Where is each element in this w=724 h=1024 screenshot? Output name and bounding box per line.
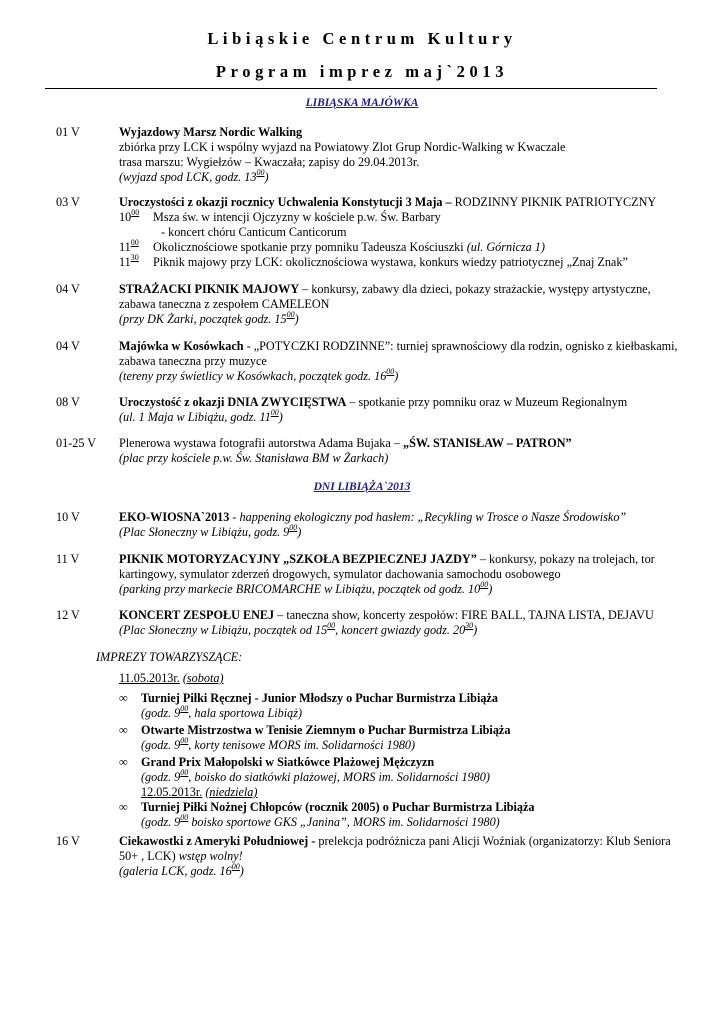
- event-date: 04 V: [56, 339, 80, 353]
- side-event-title: Otwarte Mistrzostwa w Tenisie Ziemnym o Puchar Burmistrza Libiąża: [141, 723, 511, 737]
- event-title: Ciekawostki z Ameryki Południowej -: [119, 834, 316, 848]
- event-location-note: (galeria LCK, godz. $16^{00}$): [119, 862, 244, 878]
- event-title: PIKNIK MOTORYZACYJNY „SZKOŁA BEZPIECZNEJ JAZDY”: [119, 552, 477, 566]
- event-title: Uroczystości z okazji rocznicy Uchwalenia Konstytucji 3 Maja –: [119, 195, 452, 209]
- schedule-item: $10^{00}$ Msza św. w intencji Ojczyzny w kościele p.w. Św. Barbary: [119, 208, 441, 224]
- infinity-bullet-icon: ∞: [119, 800, 128, 814]
- event-date: 03 V: [56, 195, 80, 209]
- event-entry: Uroczystość z okazji DNIA ZWYCIĘSTWA – spotkanie przy pomniku oraz w Muzeum Regionalnym (ul. 1 Maja w Libiążu, godz. $11^{00}$): [119, 395, 689, 425]
- event-location-note: (parking przy markecie BRICOMARCHE w Libiążu, początek od godz. $10^{00}$): [119, 580, 493, 596]
- event-location-note: (ul. 1 Maja w Libiążu, godz. $11^{00}$): [119, 408, 283, 424]
- section-heading-majowka: LIBIĄSKA MAJÓWKA: [305, 97, 419, 109]
- event-title: „ŚW. STANISŁAW – PATRON”: [402, 436, 572, 450]
- event-line: kartingowy, symulator zderzeń drogowych, symulator dachowania samochodu osobowego: [119, 567, 561, 581]
- infinity-bullet-icon: ∞: [119, 723, 128, 737]
- event-location-note: (Plac Słoneczny w Libiążu, godz. $9^{00}$): [119, 523, 302, 539]
- side-event-note: (godz. $9^{00}$, hala sportowa Libiąż): [141, 704, 303, 720]
- event-location-note: (plac przy kościele p.w. Św. Stanisława BM w Żarkach): [119, 451, 389, 465]
- event-date: 11 V: [56, 552, 80, 566]
- side-events-heading: IMPREZY TOWARZYSZĄCE:: [96, 650, 243, 664]
- side-event-title: Grand Prix Małopolski w Siatkówce Plażowej Mężczyzn: [141, 755, 435, 769]
- side-event-item: [119, 800, 689, 830]
- schedule-item: $11^{00}$ Okolicznościowe spotkanie przy pomniku Tadeusza Kościuszki (ul. Górnicza 1): [119, 238, 545, 254]
- event-line: zabawa taneczna przy muzyce: [119, 354, 267, 368]
- event-location-note: (Plac Słoneczny w Libiążu, początek od $15^{00}$, koncert gwiazdy godz. $20^{30}$): [119, 621, 478, 637]
- side-events-day: 11.05.2013r. (sobota): [119, 671, 224, 685]
- event-date: 10 V: [56, 510, 80, 524]
- event-date: 12 V: [56, 608, 80, 622]
- schedule-item: $11^{30}$ Piknik majowy przy LCK: okolicznościowa wystawa, konkurs wiedzy patriotycznej „Znaj Znak”: [119, 253, 628, 269]
- event-location-note: (tereny przy świetlicy w Kosówkach, początek godz. $16^{00}$): [119, 367, 399, 383]
- event-date: 01-25 V: [56, 436, 97, 450]
- event-entry: PIKNIK MOTORYZACYJNY „SZKOŁA BEZPIECZNEJ JAZDY” – konkursy, pokazy na trolejach, tor kartingowy, symulator zderzeń drogowych, symulator dachowania samochodu osobowego (parking przy markecie BRICOMARCHE w Libiążu, początek od godz. $10^{00}$): [119, 552, 689, 597]
- schedule-item: - koncert chóru Canticum Canticorum: [161, 225, 347, 239]
- event-entry: Ciekawostki z Ameryki Południowej - prelekcja podróżnicza pani Alicji Woźniak (organizatorzy: Klub Seniora 50+ , LCK) wstęp wolny! (galeria LCK, godz. $16^{00}$): [119, 834, 689, 879]
- infinity-bullet-icon: ∞: [119, 691, 128, 705]
- event-entry: STRAŻACKI PIKNIK MAJOWY – konkursy, zabawy dla dzieci, pokazy strażackie, występy artystyczne, zabawa taneczna z zespołem CAMELEON (przy DK Żarki, początek godz. $15^{00}$): [119, 282, 689, 327]
- event-date: 04 V: [56, 282, 80, 296]
- side-event-item: [119, 755, 689, 800]
- side-event-item: [119, 723, 689, 753]
- header-divider: [45, 88, 657, 89]
- event-entry: EKO-WIOSNA`2013 - happening ekologiczny pod hasłem: „Recykling w Trosce o Nasze Środowisko” (Plac Słoneczny w Libiążu, godz. $9^{00}$): [119, 510, 689, 540]
- event-entry: [119, 195, 689, 270]
- side-event-title: Turniej Piłki Ręcznej - Junior Młodszy o Puchar Burmistrza Libiąża: [141, 691, 498, 705]
- event-entry: KONCERT ZESPOŁU ENEJ – taneczna show, koncerty zespołów: FIRE BALL, TAJNA LISTA, DEJAVU (Plac Słoneczny w Libiążu, początek od $15^{00}$, koncert gwiazdy godz. $20^{30}$): [119, 608, 689, 638]
- event-title-rest: RODZINNY PIKNIK PATRIOTYCZNY: [451, 195, 657, 209]
- event-title: Uroczystość z okazji DNIA ZWYCIĘSTWA: [119, 395, 347, 409]
- event-entry: [119, 125, 689, 185]
- section-heading-dni-libiaza: DNI LIBIĄŻA`2013: [313, 481, 411, 493]
- event-location-note: (wyjazd spod LCK, godz. $13^{00}$): [119, 168, 269, 184]
- side-event-note: (godz. $9^{00}$, boisko do siatkówki plażowej, MORS im. Solidarności 1980): [141, 768, 490, 784]
- event-title: EKO-WIOSNA`2013: [119, 510, 230, 524]
- event-title: Majówka w Kosówkach: [119, 339, 244, 353]
- side-events-day: 12.05.2013r. (niedziela): [141, 785, 258, 799]
- event-title: Wyjazdowy Marsz Nordic Walking: [119, 125, 303, 139]
- event-date: 16 V: [56, 834, 80, 848]
- document-title: Libiąskie Centrum Kultury: [207, 29, 517, 48]
- side-event-note: (godz. $9^{00}$, korty tenisowe MORS im. Solidarności 1980): [141, 736, 416, 752]
- side-event-title: Turniej Piłki Nożnej Chłopców (rocznik 2005) o Puchar Burmistrza Libiąża: [141, 800, 535, 814]
- event-title: KONCERT ZESPOŁU ENEJ: [119, 608, 275, 622]
- side-event-item: [119, 691, 689, 721]
- side-events-list: [119, 671, 689, 830]
- event-location-note: (przy DK Żarki, początek godz. $15^{00}$): [119, 310, 299, 326]
- event-date: 01 V: [56, 125, 80, 139]
- event-line: zbiórka przy LCK i wspólny wyjazd na Powiatowy Zlot Grup Nordic-Walking w Kwaczale: [119, 140, 566, 154]
- infinity-bullet-icon: ∞: [119, 755, 128, 769]
- event-line: zabawa taneczna z zespołem CAMELEON: [119, 297, 330, 311]
- event-line: trasa marszu: Wygiełzów – Kwaczała; zapisy do 29.04.2013r.: [119, 155, 420, 169]
- side-event-note: (godz. $9^{00}$ boisko sportowe GKS „Janina”, MORS im. Solidarności 1980): [141, 813, 500, 829]
- event-title: STRAŻACKI PIKNIK MAJOWY: [119, 282, 300, 296]
- event-date: 08 V: [56, 395, 80, 409]
- event-entry: Plenerowa wystawa fotografii autorstwa Adama Bujaka – „ŚW. STANISŁAW – PATRON” (plac przy kościele p.w. Św. Stanisława BM w Żarkach): [119, 436, 689, 466]
- document-subtitle: Program imprez maj`2013: [215, 62, 509, 81]
- event-entry: Majówka w Kosówkach - „POTYCZKI RODZINNE”: turniej sprawnościowy dla rodzin, ognisko z kiełbaskami, zabawa taneczna przy muzyce (tereny przy świetlicy w Kosówkach, początek godz. $16^{00}$): [119, 339, 689, 384]
